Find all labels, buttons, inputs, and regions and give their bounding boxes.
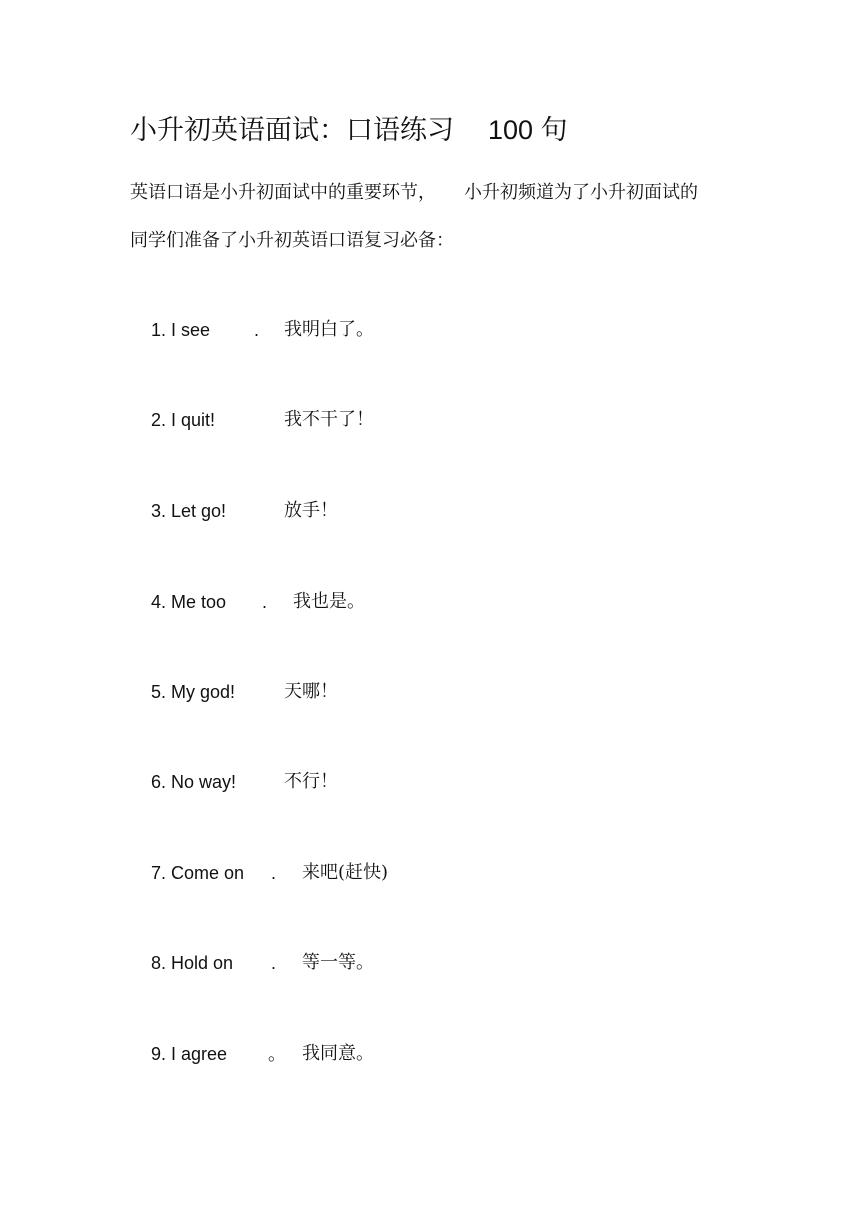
document-title bbox=[130, 112, 568, 149]
phrase-chinese: 等一等。 bbox=[302, 952, 374, 973]
intro-line-1-part-b: 小升初频道为了小升初面试的 bbox=[464, 182, 698, 203]
phrase-chinese: 不行！ bbox=[284, 771, 338, 792]
phrase-separator: . bbox=[262, 592, 268, 612]
title-number: 100 句 bbox=[488, 115, 568, 145]
phrase-english: 5. My god! bbox=[151, 682, 236, 702]
phrase-separator: . bbox=[271, 863, 277, 883]
phrase-separator: . bbox=[254, 320, 260, 340]
title-text: 小升初英语面试：口语练习 bbox=[130, 115, 454, 146]
phrase-separator: 。 bbox=[268, 1044, 286, 1064]
phrase-english: 4. Me too bbox=[151, 592, 227, 612]
phrase-chinese: 来吧(赶快) bbox=[302, 862, 389, 883]
phrase-english: 7. Come on bbox=[151, 863, 245, 883]
phrase-english: 2. I quit! bbox=[151, 410, 216, 430]
intro-line-1-part-a: 英语口语是小升初面试中的重要环节， bbox=[130, 182, 436, 203]
phrase-english: 3. Let go! bbox=[151, 501, 227, 521]
phrase-separator: . bbox=[271, 953, 277, 973]
phrase-english: 9. I agree bbox=[151, 1044, 228, 1064]
phrase-chinese: 我明白了。 bbox=[284, 319, 374, 340]
phrase-chinese: 我也是。 bbox=[293, 591, 365, 612]
phrase-english: 6. No way! bbox=[151, 772, 237, 792]
phrase-chinese: 放手！ bbox=[284, 500, 338, 521]
phrase-chinese: 天哪！ bbox=[284, 681, 338, 702]
intro-line-2: 同学们准备了小升初英语口语复习必备： bbox=[130, 230, 454, 251]
phrase-english: 1. I see bbox=[151, 320, 211, 340]
phrase-chinese: 我不干了！ bbox=[284, 409, 374, 430]
intro-line-1 bbox=[130, 181, 698, 205]
phrase-english: 8. Hold on bbox=[151, 953, 234, 973]
phrase-chinese: 我同意。 bbox=[302, 1043, 374, 1064]
